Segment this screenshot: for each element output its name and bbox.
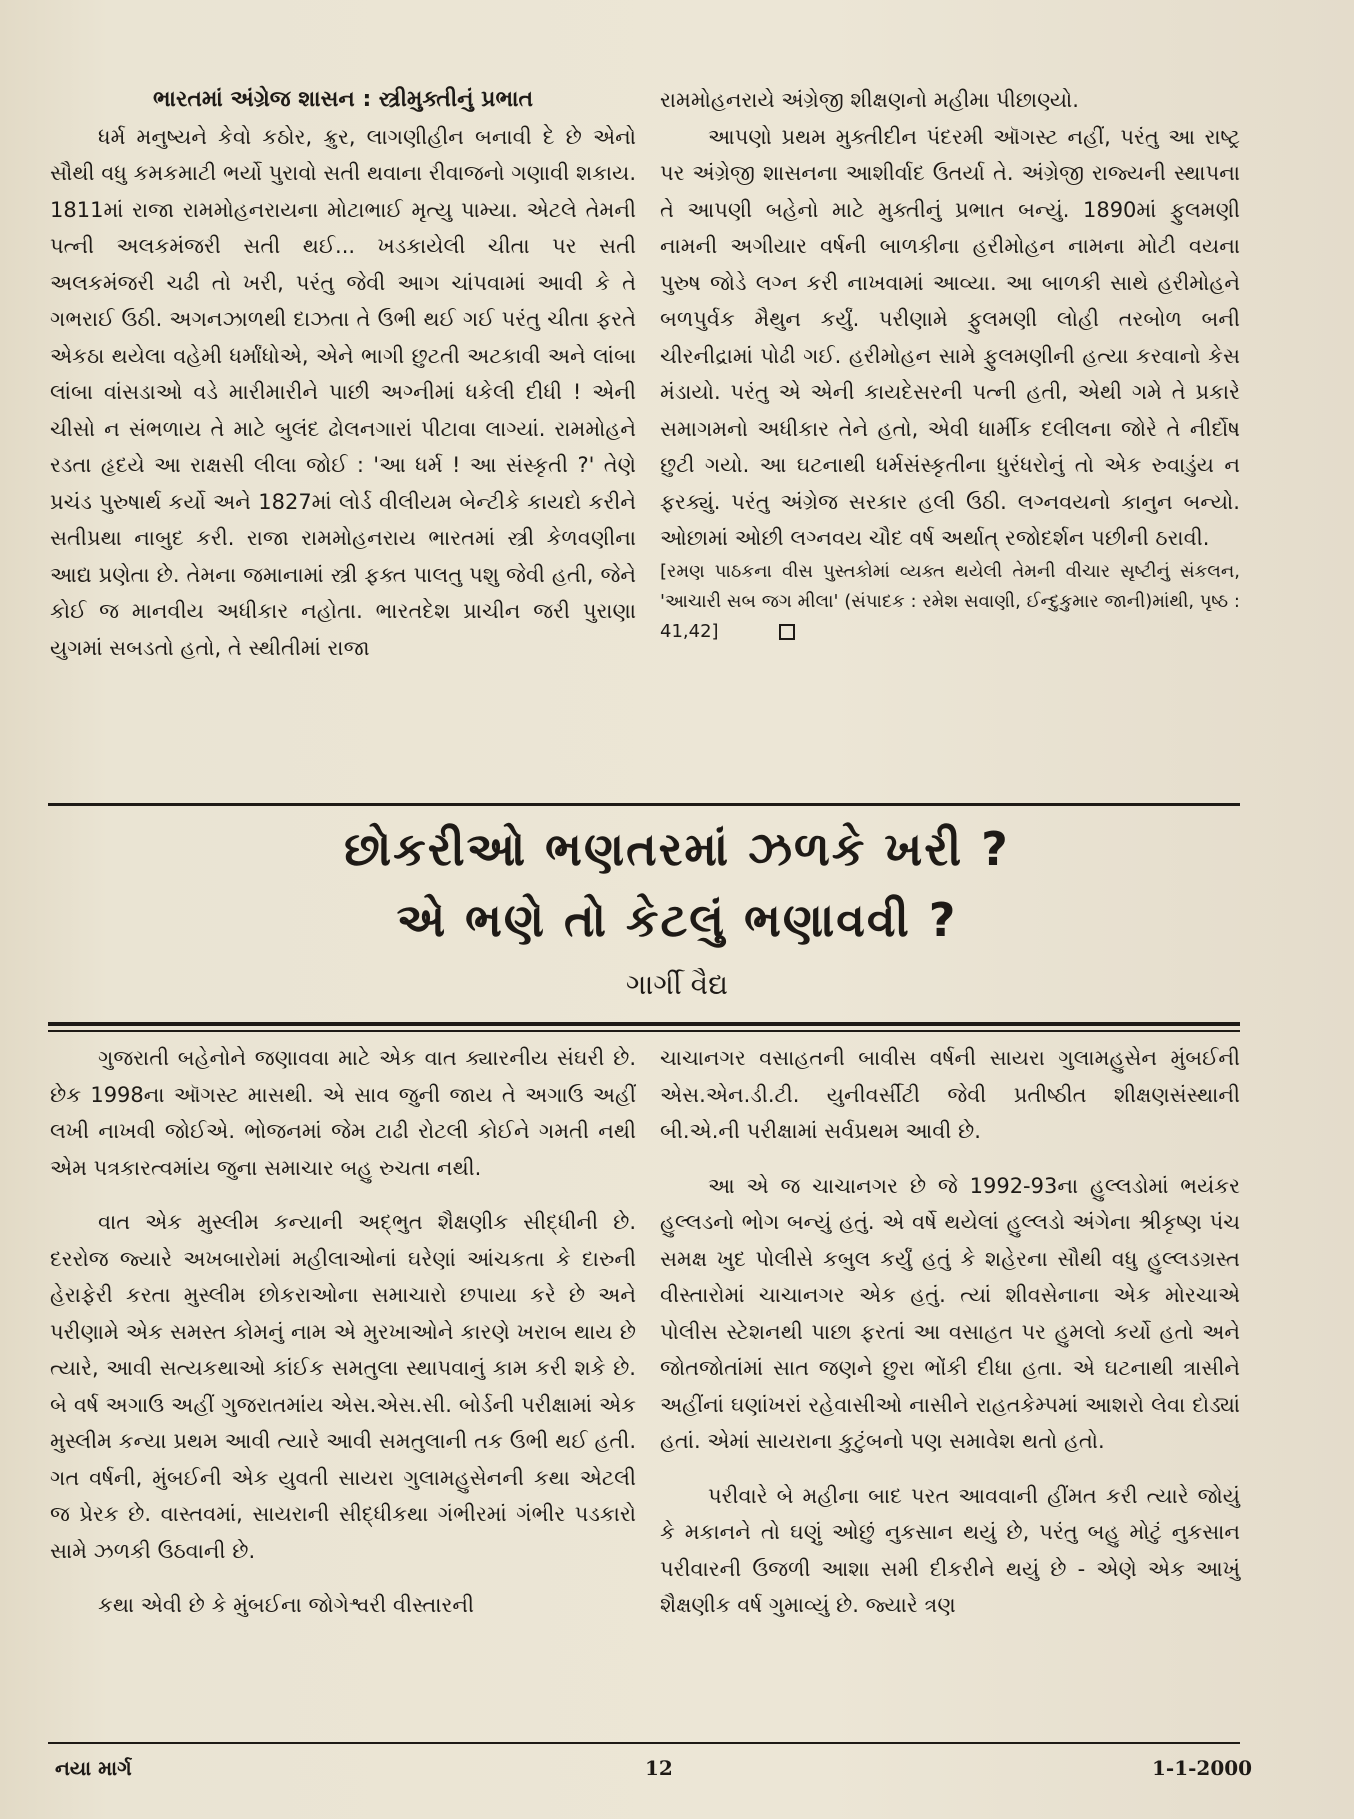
article-left-paragraph-1: ગુજરાતી બહેનોને જણાવવા માટે એક વાત ક્યારનીય સંઘરી છે. છેક 1998ના ઑગસ્ટ માસથી. એ સાવ જુની જાય તે અગાઉ અહીં લખી નાખવી જોઈએ. ભોજનમાં જેમ ટાઢી રોટલી કોઈને ગમતી નથી એમ પત્રકારત્વમાંય જુના સમાચાર બહુ રુચતા નથી. — [50, 1046, 636, 1180]
footer-divider — [48, 1742, 1240, 1744]
article-right-column — [660, 1040, 1240, 1624]
article-right-paragraph-3: પરીવારે બે મહીના બાદ પરત આવવાની હીંમત કરી ત્યારે જોયું કે મકાનને તો ઘણું ઓછું નુકસાન થયું છે, પરંતુ બહુ મોટું નુકસાન પરીવારની ઉજળી આશા સમી દીકરીને થયું છે - એણે એક આખું શૈક્ષણીક વર્ષ ગુમાવ્યું છે. જ્યારે ત્રણ — [660, 1483, 1240, 1617]
end-mark-icon — [779, 624, 795, 640]
issue-date: 1-1-2000 — [1152, 1756, 1253, 1780]
magazine-name: નયા માર્ગ — [55, 1756, 132, 1780]
article-author: ગાર્ગી વૈદ્ય — [626, 968, 728, 1001]
page-number: 12 — [645, 1756, 673, 1780]
top-right-paragraph-2: આપણો પ્રથમ મુક્તીદીન પંદરમી ઑગસ્ટ નહીં, પરંતુ આ રાષ્ટ્ર પર અંગ્રેજી શાસનના આશીર્વાદ ઉતર્યા તે. અંગ્રેજી રાજ્યની સ્થાપના તે આપણી બહેનો માટે મુક્તીનું પ્રભાત બન્યું. 1890માં ફુલમણી નામની અગીયાર વર્ષની બાળકીના હરીમોહન નામના મોટી વયના પુરુષ જોડે લગ્ન કરી નાખવામાં આવ્યા. આ બાળકી સાથે હરીમોહને બળપુર્વક મૈથુન કર્યું. પરીણામે ફુલમણી લોહી તરબોળ બની ચીરનીદ્રામાં પોઢી ગઈ. હરીમોહન સામે ફુલમણીની હત્યા કરવાનો કેસ મંડાયો. પરંતુ એ એની કાયદેસરની પત્ની હતી, એથી ગમે તે પ્રકારે સમાગમનો અધીકાર તેને હતો, એવી ધાર્મીક દલીલના જોરે તે નીર્દોષ છુટી ગયો. આ ઘટનાથી ધર્મસંસ્કૃતીના ધુરંધરોનું તો એક રુવાડુંય ન ફરક્યું. પરંતુ અંગ્રેજ સરકાર હલી ઉઠી. લગ્નવયનો કાનુન બન્યો. ઓછામાં ઓછી લગ્નવય ચૌદ વર્ષ અર્થાત્ રજોદર્શન પછીની ઠરાવી. — [660, 124, 1240, 550]
article-divider-thin — [48, 1030, 1240, 1032]
citation-block — [660, 557, 1240, 647]
top-left-column — [50, 82, 636, 666]
top-right-paragraph-1: રામમોહનરાયે અંગ્રેજી શીક્ષણનો મહીમા પીછાણ્યો. — [660, 88, 1079, 112]
article-left-column — [50, 1040, 636, 1624]
article-left-paragraph-3: કથા એવી છે કે મુંબઈના જોગેશ્વરી વીસ્તારની — [98, 1593, 474, 1617]
article-divider-thick — [48, 1022, 1240, 1026]
article-right-paragraph-1: ચાચાનગર વસાહતની બાવીસ વર્ષની સાયરા ગુલામહુસેન મુંબઈની એસ.એન.ડી.ટી. યુનીવર્સીટી જેવી પ્રતીષ્ઠીત શીક્ષણસંસ્થાની બી.એ.ની પરીક્ષામાં સર્વપ્રથમ આવી છે. — [660, 1046, 1241, 1143]
section-divider-top — [48, 803, 1240, 806]
article-right-paragraph-2: આ એ જ ચાચાનગર છે જે 1992-93ના હુલ્લડોમાં ભયંકર હુલ્લડનો ભોગ બન્યું હતું. એ વર્ષે થયેલાં હુલ્લડો અંગેના શ્રીકૃષ્ણ પંચ સમક્ષ ખુદ પોલીસે કબુલ કર્યું હતું કે શહેરના સૌથી વધુ હુલ્લડગ્રસ્ત વીસ્તારોમાં ચાચાનગર એક હતું. ત્યાં શીવસેનાના એક મોરચાએ પોલીસ સ્ટેશનથી પાછા ફરતાં આ વસાહત પર હુમલો કર્યો હતો અને જોતજોતાંમાં સાત જણને છુરા ભોંકી દીધા હતા. એ ઘટનાથી ત્રાસીને અહીંનાં ઘણાંખરાં રહેવાસીઓ નાસીને રાહતકેમ્પમાં આશરો લેવા દોડ્યાં હતાં. એમાં સાયરાના કુટુંબનો પણ સમાવેશ થતો હતો. — [660, 1173, 1240, 1453]
top-left-paragraph: ધર્મ મનુષ્યને કેવો કઠોર, ક્રુર, લાગણીહીન બનાવી દે છે એનો સૌથી વધુ કમકમાટી ભર્યો પુરાવો સતી થવાના રીવાજનો ગણાવી શકાય. 1811માં રાજા રામમોહનરાયના મોટાભાઈ મૃત્યુ પામ્યા. એટલે તેમની પત્ની અલકમંજરી સતી થઈ... ખડકાયેલી ચીતા પર સતી અલકમંજરી ચઢી તો ખરી, પરંતુ જેવી આગ ચાંપવામાં આવી કે તે ગભરાઈ ઉઠી. અગનઝાળથી દાઝતા તે ઉભી થઈ ગઈ પરંતુ ચીતા ફરતે એકઠા થયેલા વહેમી ધર્માંધોએ, એને ભાગી છુટતી અટકાવી અને લાંબા લાંબા વાંસડાઓ વડે મારીમારીને પાછી અગ્નીમાં ધકેલી દીધી ! એની ચીસો ન સંભળાય તે માટે બુલંદ ઢોલનગારાં પીટાવા લાગ્યાં. રામમોહને રડતા હૃદયે આ રાક્ષસી લીલા જોઈ : 'આ ધર્મ ! આ સંસ્કૃતી ?' તેણે પ્રચંડ પુરુષાર્થ કર્યો અને 1827માં લોર્ડ વીલીયમ બેન્ટીકે કાયદો કરીને સતીપ્રથા નાબુદ કરી. રાજા રામમોહનરાય ભારતમાં સ્ત્રી કેળવણીના આદ્ય પ્રણેતા છે. તેમના જમાનામાં સ્ત્રી ફક્ત પાલતુ પશુ જેવી હતી, જેને કોઈ જ માનવીય અધીકાર નહોતા. ભારતદેશ પ્રાચીન જરી પુરાણા યુગમાં સબડતો હતો, તે સ્થીતીમાં રાજા — [50, 124, 636, 660]
section-heading: ભારતમાં અંગ્રેજ શાસન : સ્ત્રીમુક્તીનું પ્રભાત — [152, 87, 534, 112]
article-title-line-2: એ ભણે તો કેટલું ભણાવવી ? — [396, 893, 958, 947]
article-title-line-1: છોકરીઓ ભણતરમાં ઝળકે ખરી ? — [344, 822, 1010, 876]
top-right-column — [660, 82, 1240, 647]
article-left-paragraph-2: વાત એક મુસ્લીમ કન્યાની અદ્ભુત શૈક્ષણીક સીદ્ધીની છે. દરરોજ જ્યારે અખબારોમાં મહીલાઓનાં ઘરેણાં આંચકતા કે દારુની હેરાફેરી કરતા મુસ્લીમ છોકરાઓના સમાચારો છપાયા કરે છે અને પરીણામે એક સમસ્ત કોમનું નામ એ મુરખાઓને કારણે ખરાબ થાય છે ત્યારે, આવી સત્યકથાઓ કાંઈક સમતુલા સ્થાપવાનું કામ કરી શકે છે. બે વર્ષ અગાઉ અહીં ગુજરાતમાંય એસ.એસ.સી. બોર્ડની પરીક્ષામાં એક મુસ્લીમ કન્યા પ્રથમ આવી ત્યારે આવી સમતુલાની તક ઉભી થઈ હતી. ગત વર્ષની, મુંબઈની એક યુવતી સાયરા ગુલામહુસેનની કથા એટલી જ પ્રેરક છે. વાસ્તવમાં, સાયરાની સીદ્ધીકથા ગંભીરમાં ગંભીર પડકારો સામે ઝળકી ઉઠવાની છે. — [50, 1210, 636, 1563]
citation-text: [રમણ પાઠકના વીસ પુસ્તકોમાં વ્યક્ત થયેલી તેમની વીચાર સૃષ્ટીનું સંકલન, 'આચારી સબ જગ મીલા' (સંપાદક : રમેશ સવાણી, ઈન્દુકુમાર જાની)માંથી, પૃષ્ઠ : 41,42] — [660, 560, 1240, 642]
